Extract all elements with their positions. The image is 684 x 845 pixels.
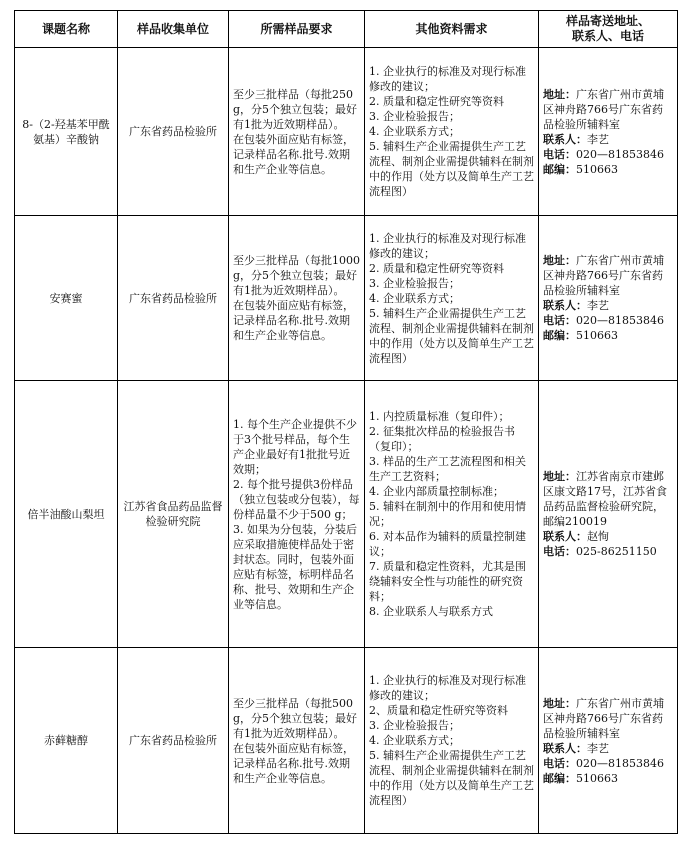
contact-label: 联系人： [543, 132, 587, 146]
table-row [15, 216, 678, 381]
phone-value: 020—81853846 [576, 314, 664, 327]
header-shipping-address: 样品寄送地址、 联系人、电话 [539, 11, 678, 48]
address-value: 广东省广州市黄埔区神舟路766号广东省药品检验所辅料室 [543, 254, 664, 297]
postal-label: 邮编： [543, 329, 576, 342]
address-value: 广东省广州市黄埔区神舟路766号广东省药品检验所辅料室 [543, 696, 664, 740]
collection-unit-cell: 广东省药品检验所 [118, 648, 229, 834]
postal-value: 510663 [576, 162, 618, 176]
postal-label: 邮编： [543, 162, 576, 176]
shipping-address-cell [539, 48, 678, 216]
collection-unit-cell: 广东省药品检验所 [118, 216, 229, 381]
topic-name-cell: 安赛蜜 [15, 216, 118, 381]
sample-requirements-cell: 至少三批样品（每批500g，分5个独立包装；最好有1批为近效期样品）。 在包装外面应贴有标签，记录样品名称.批号.效期和生产企业等信息。 [229, 648, 365, 834]
address-label: 地址： [543, 470, 576, 483]
shipping-address-cell [539, 381, 678, 648]
other-materials-cell: 1. 企业执行的标准及对现行标准修改的建议； 2. 质量和稳定性研究等资料 3. 企业检验报告； 4. 企业联系方式； 5. 辅料生产企业需提供生产工艺流程、制剂企业需提供辅料在制剂中的作用（处方以及简单生产工艺流程图） [365, 216, 539, 381]
header-topic-name: 课题名称 [15, 11, 118, 48]
address-label: 地址： [543, 696, 576, 710]
address-label: 地址： [543, 254, 576, 267]
postal-value: 510663 [576, 771, 618, 785]
phone-label: 电话： [543, 314, 576, 327]
sample-requirements-cell: 至少三批样品（每批1000g，分5个独立包装；最好有1批为近效期样品）。 在包装外面应贴有标签，记录样品名称.批号.效期和生产企业等信息。 [229, 216, 365, 381]
phone-label: 电话： [543, 545, 576, 558]
sample-requirements-cell: 至少三批样品（每批250g，分5个独立包装；最好有1批为近效期样品）。 在包装外面应贴有标签，记录样品名称.批号.效期和生产企业等信息。 [229, 48, 365, 216]
address-label: 地址： [543, 87, 576, 101]
table-row [15, 48, 678, 216]
topic-name-cell: 倍半油酸山梨坦 [15, 381, 118, 648]
phone-value: 020—81853846 [576, 147, 664, 161]
header-other-materials: 其他资料需求 [365, 11, 539, 48]
contact-value: 李艺 [587, 132, 609, 146]
other-materials-cell: 1. 内控质量标准（复印件）； 2. 征集批次样品的检验报告书（复印）； 3. 样品的生产工艺流程图和相关生产工艺资料； 4. 企业内部质量控制标准； 5. 辅料在制剂中的作用和使用情况； 6. 对本品作为辅料的质量控制建议； 7. 质量和稳定性资料，尤其是围绕辅料安全性与功能性的研究资料； 8. 企业联系人与联系方式 [365, 381, 539, 648]
shipping-address-cell [539, 648, 678, 834]
phone-label: 电话： [543, 147, 576, 161]
table-row [15, 381, 678, 648]
shipping-address-cell [539, 216, 678, 381]
contact-value: 赵恂 [587, 530, 609, 543]
contact-value: 李艺 [587, 741, 609, 755]
postal-value: 510663 [576, 329, 618, 342]
collection-unit-cell: 广东省药品检验所 [118, 48, 229, 216]
contact-value: 李艺 [587, 299, 609, 312]
phone-label: 电话： [543, 756, 576, 770]
postal-label: 邮编： [543, 771, 576, 785]
other-materials-cell: 1. 企业执行的标准及对现行标准修改的建议； 2、质量和稳定性研究等资料 3. 企业检验报告； 4. 企业联系方式； 5. 辅料生产企业需提供生产工艺流程、制剂企业需提供辅料在制剂中的作用（处方以及简单生产工艺流程图） [365, 648, 539, 834]
table-header-row [15, 11, 678, 48]
phone-value: 025-86251150 [576, 545, 657, 558]
collection-unit-cell: 江苏省食品药品监督检验研究院 [118, 381, 229, 648]
header-collection-unit: 样品收集单位 [118, 11, 229, 48]
phone-value: 020—81853846 [576, 756, 664, 770]
topic-name-cell: 8-（2-羟基苯甲酰氨基）辛酸钠 [15, 48, 118, 216]
address-value: 江苏省南京市建邺区康文路17号，江苏省食品药品监督检验研究院，邮编210019 [543, 470, 667, 528]
contact-label: 联系人： [543, 741, 587, 755]
topic-name-cell: 赤藓糖醇 [15, 648, 118, 834]
header-sample-requirements: 所需样品要求 [229, 11, 365, 48]
table-row [15, 648, 678, 834]
sample-requirements-cell: 1. 每个生产企业提供不少于3个批号样品，每个生产企业最好有1批批号近效期； 2. 每个批号提供3份样品（独立包装或分包装），每份样品量不少于500 g；3. 如果为分包装，分装后应采取措施使样品处于密封状态。同时，包装外面应贴有标签，标明样品名称、批号、效期和生产企业等信息。 [229, 381, 365, 648]
contact-label: 联系人： [543, 530, 587, 543]
other-materials-cell: 1. 企业执行的标准及对现行标准修改的建议； 2. 质量和稳定性研究等资料 3. 企业检验报告； 4. 企业联系方式； 5. 辅料生产企业需提供生产工艺流程、制剂企业需提供辅料在制剂中的作用（处方以及简单生产工艺流程图） [365, 48, 539, 216]
sample-collection-table [14, 10, 678, 834]
contact-label: 联系人： [543, 299, 587, 312]
address-value: 广东省广州市黄埔区神舟路766号广东省药品检验所辅料室 [543, 87, 664, 131]
